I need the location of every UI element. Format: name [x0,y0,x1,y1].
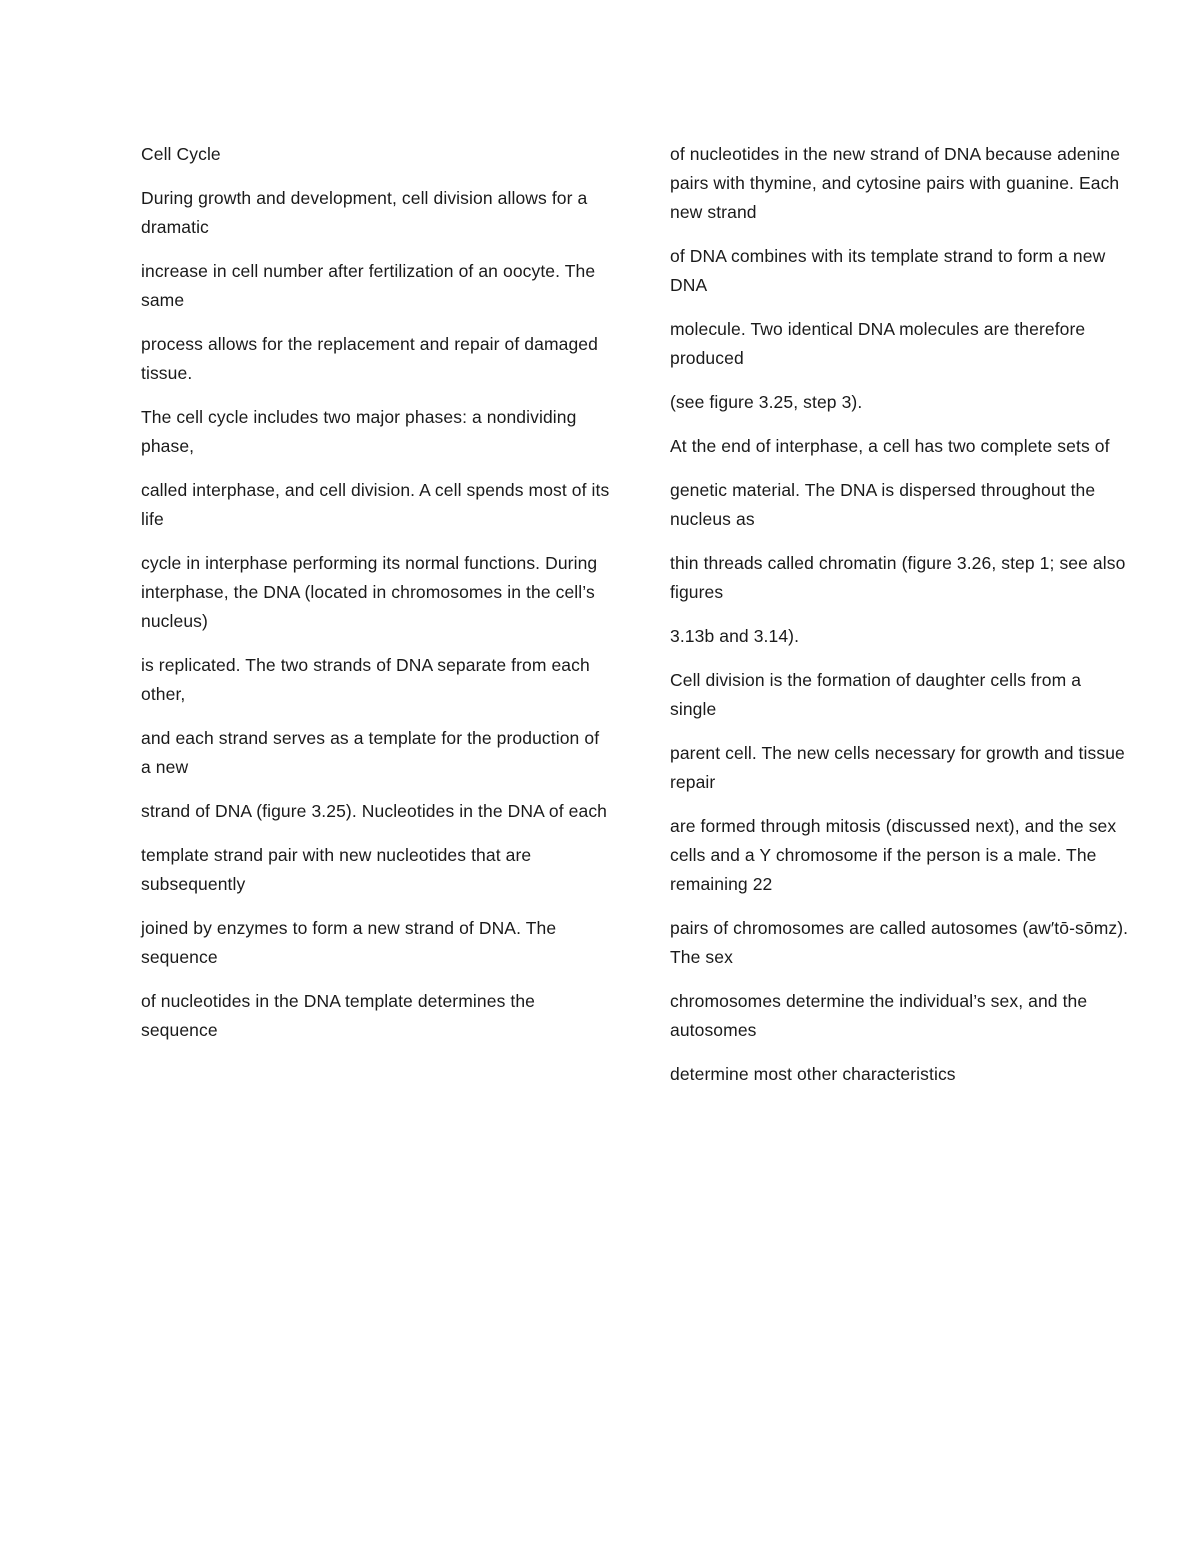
paragraph: pairs of chromosomes are called autosomes (aw′tō-sōmz). The sex [670,918,1129,967]
paragraph: cycle in interphase performing its normal functions. During interphase, the DNA (located in chromosomes in the cell’s nucleus) [141,553,598,631]
paragraph: increase in cell number after fertilization of an oocyte. The same [141,261,596,310]
paragraph: are formed through mitosis (discussed next), and the sex cells and a Y chromosome if the person is a male. The remaining 22 [670,816,1117,894]
paragraph: chromosomes determine the individual’s sex, and the autosomes [670,991,1088,1040]
paragraph: of nucleotides in the new strand of DNA because adenine pairs with thymine, and cytosine pairs with guanine. Each new strand [670,144,1121,222]
paragraph: process allows for the replacement and repair of damaged tissue. [141,334,598,383]
paragraph: determine most other characteristics [670,1064,956,1084]
paragraph: During growth and development, cell division allows for a dramatic [141,188,588,237]
paragraph: strand of DNA (figure 3.25). Nucleotides in the DNA of each [141,801,608,821]
left-text-column [141,140,611,1060]
page-title: Cell Cycle [141,144,221,164]
paragraph: and each strand serves as a template for the production of a new [141,728,600,777]
paragraph: At the end of interphase, a cell has two complete sets of [670,436,1110,456]
paragraph: of DNA combines with its template strand to form a new DNA [670,246,1106,295]
paragraph: (see figure 3.25, step 3). [670,392,863,412]
paragraph: parent cell. The new cells necessary for growth and tissue repair [670,743,1125,792]
paragraph: genetic material. The DNA is dispersed throughout the nucleus as [670,480,1096,529]
paragraph: of nucleotides in the DNA template determines the sequence [141,991,536,1040]
paragraph: template strand pair with new nucleotides that are subsequently [141,845,532,894]
paragraph: 3.13b and 3.14). [670,626,800,646]
paragraph: thin threads called chromatin (figure 3.26, step 1; see also figures [670,553,1126,602]
right-text-column [670,140,1132,1104]
paragraph: The cell cycle includes two major phases: a nondividing phase, [141,407,577,456]
paragraph: called interphase, and cell division. A cell spends most of its life [141,480,610,529]
paragraph: Cell division is the formation of daughter cells from a single [670,670,1082,719]
paragraph: is replicated. The two strands of DNA separate from each other, [141,655,590,704]
paragraph: joined by enzymes to form a new strand of DNA. The sequence [141,918,557,967]
paragraph: molecule. Two identical DNA molecules are therefore produced [670,319,1086,368]
